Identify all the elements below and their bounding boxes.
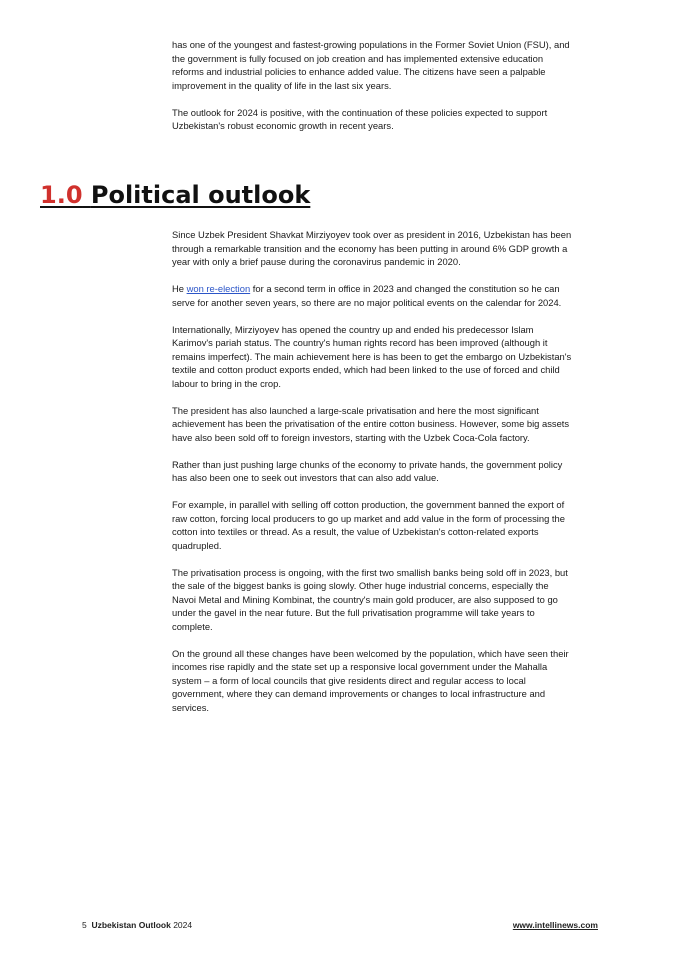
paragraph-2-rest: for a second term in office in 2023 and changed the constitution so he can serve for another seven years, so there are no major political events on the calendar for 2024. — [172, 283, 562, 308]
body-paragraph-3: Internationally, Mirziyoyev has opened the country up and ended his predecessor Islam Karimov's pariah status. The country's human rights record has been improved (although it remains imperfect). The main achievement here is has been to get the embargo on Uzbekistan's textile and cotton product exports ended, which had been linked to the use of forced and child labour to bring in the crop. — [172, 323, 572, 389]
section-heading — [40, 180, 310, 210]
publication-year: 2024 — [173, 920, 193, 930]
section-body — [172, 228, 572, 728]
section-title: Political outlook — [90, 181, 311, 209]
website-link[interactable]: www.intellinews.com — [512, 920, 598, 930]
body-paragraph-7: The privatisation process is ongoing, with the first two smallish banks being sold off in 2023, but the sale of the biggest banks is going slowly. Other huge industrial concerns, especially the Navoi Metal and Mining Kombinat, the country's main gold producer, are also supposed to go under the gavel in the near future. But the full privatisation programme will take years to complete. — [172, 566, 568, 632]
body-paragraph-1: Since Uzbek President Shavkat Mirziyoyev took over as president in 2016, Uzbekistan has been through a remarkable transition and the economy has been putting in around 6% GDP growth a year with only a brief pause during the coronavirus pandemic in 2020. — [172, 229, 572, 267]
intro-paragraph-1: has one of the youngest and fastest-growing populations in the Former Soviet Union (FSU), and the government is fully focused on job creation and has implemented extensive education reforms and industrial policies to enhance added value. The citizens have seen a palpable improvement in the quality of life in the last six years. — [172, 39, 570, 91]
body-paragraph-4: The president has also launched a large-scale privatisation and here the most significant achievement has been the privatisation of the entire cotton business. However, some big assets have also been sold off to foreign investors, starting with the Uzbek Coca-Cola factory. — [172, 404, 570, 443]
intro-paragraph-2: The outlook for 2024 is positive, with the continuation of these policies expected to support Uzbekistan's robust economic growth in recent years. — [172, 106, 548, 131]
body-paragraph-6: For example, in parallel with selling off cotton production, the government banned the export of raw cotton, forcing local producers to go up market and add value in the form of processing the cotton into textiles or thread. As a result, the value of Uzbekistan's cotton-related exports quadrupled. — [172, 499, 565, 551]
page-footer — [82, 918, 598, 932]
section-number: 1.0 — [40, 181, 83, 209]
publication-name: Uzbekistan Outlook — [91, 920, 171, 930]
body-paragraph-8: On the ground all these changes have been welcomed by the population, which have seen their incomes rise rapidly and the state set up a responsive local government under the Mahalla system – a form of local councils that give residents direct and regular access to local government, where they can demand improvements or changes to local infrastructure and services. — [172, 647, 569, 713]
re-election-link[interactable]: won re-election — [186, 283, 251, 294]
page-number: 5 — [82, 920, 87, 930]
body-paragraph-5: Rather than just pushing large chunks of the economy to private hands, the government policy has also been one to seek out investors that can also add value. — [172, 458, 563, 483]
body-paragraph-2 — [172, 282, 572, 309]
intro-text-block — [172, 38, 572, 146]
paragraph-2-lead: He — [172, 283, 187, 294]
footer-left — [82, 918, 192, 932]
